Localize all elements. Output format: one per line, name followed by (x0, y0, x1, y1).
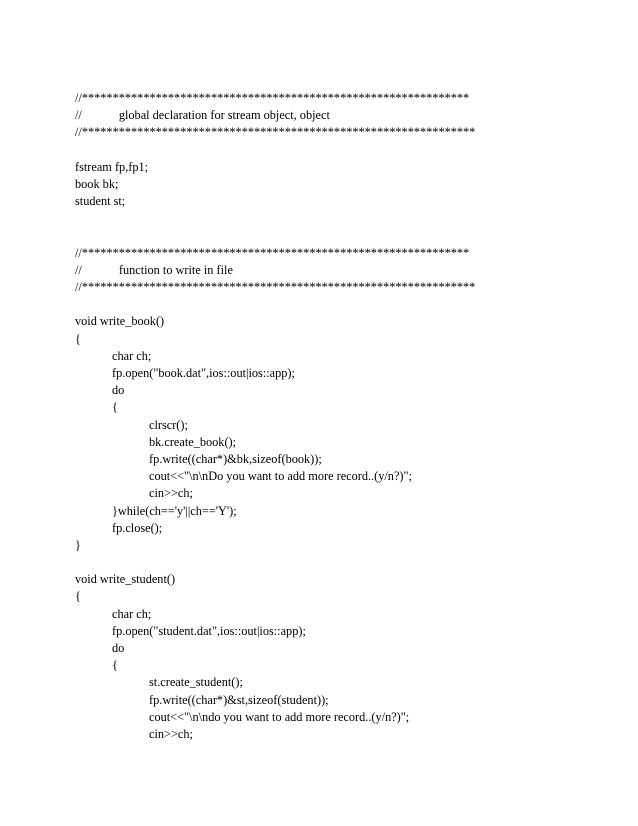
code-line: fp.write((char*)&st,sizeof(student)); (149, 692, 329, 707)
code-line: do (112, 383, 125, 398)
blank-line (75, 296, 615, 313)
code-line: student st; (75, 194, 126, 209)
code-line: char ch; (112, 348, 152, 363)
blank-line (75, 554, 615, 571)
code-line: fp.open("book.dat",ios::out|ios::app); (112, 366, 295, 380)
code-line: } (75, 537, 81, 552)
blank-line (75, 228, 615, 245)
code-line: void write_student() (75, 572, 176, 587)
blank-line (75, 142, 615, 159)
comment-text: function to write in file (118, 262, 233, 277)
code-line: cout<<"\n\nDo you want to add more record..(y/n?)"; (149, 469, 412, 484)
code-line: bk.create_book(); (149, 434, 237, 449)
code-line: clrscr(); (149, 417, 188, 432)
code-listing (75, 90, 615, 743)
code-line: { (75, 331, 81, 346)
code-line: }while(ch=='y'||ch=='Y'); (112, 503, 237, 518)
code-line: st.create_student(); (149, 675, 243, 690)
code-line: { (112, 658, 118, 673)
comment-rule: //*************************************************************** (75, 91, 470, 105)
comment-line (75, 262, 615, 279)
code-line: cout<<"\n\ndo you want to add more record..(y/n?)"; (149, 709, 410, 724)
comment-rule: //**************************************************************** (75, 125, 476, 140)
code-line: { (112, 400, 118, 415)
code-line: fp.close(); (112, 520, 163, 535)
comment-prefix: // (75, 108, 82, 123)
code-line: void write_book() (75, 314, 165, 329)
comment-line (75, 107, 615, 124)
code-line: fp.open("student.dat",ios::out|ios::app); (112, 623, 306, 638)
comment-rule: //*************************************************************** (75, 245, 470, 260)
comment-text: global declaration for stream object, object (118, 108, 330, 123)
code-line: fp.write((char*)&bk,sizeof(book)); (149, 451, 322, 466)
code-line: do (112, 641, 125, 655)
code-line: char ch; (112, 606, 152, 621)
code-line: cin>>ch; (149, 486, 193, 501)
blank-line (75, 210, 615, 227)
code-line: cin>>ch; (149, 726, 193, 741)
comment-rule: //**************************************************************** (75, 280, 476, 295)
code-line: fstream fp,fp1; (75, 159, 149, 174)
code-line: book bk; (75, 176, 119, 191)
code-line: { (75, 589, 81, 604)
comment-prefix: // (75, 262, 82, 277)
